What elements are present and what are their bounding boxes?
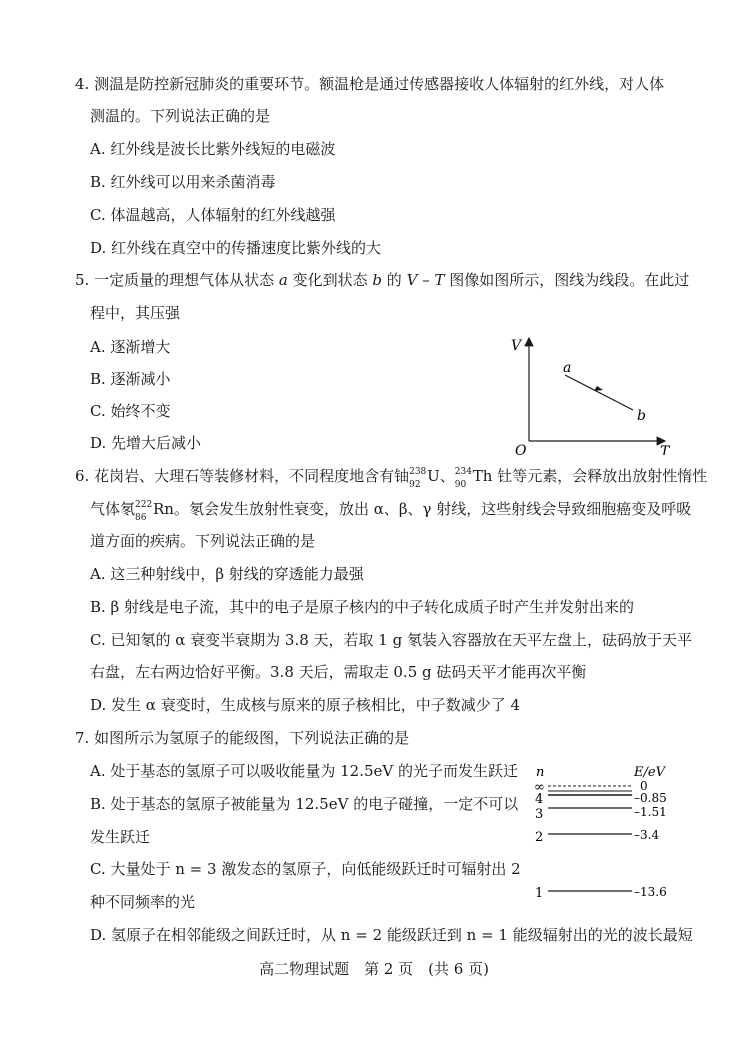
q7-option-d: D. 氢原子在相邻能级之间跃迁时，从 n = 2 能级跃迁到 n = 1 能级辐射出的光的波长最短 — [90, 926, 693, 944]
u-atomic-number: 92 — [409, 480, 421, 490]
level-energy-inf: 0 — [640, 779, 648, 793]
q5-state-a: a — [278, 271, 288, 289]
th-symbol: Th — [472, 467, 493, 485]
rn-symbol: Rn — [153, 500, 174, 518]
level-energy-3: –1.51 — [634, 805, 667, 819]
q4-option-d: D. 红外线在真空中的传播速度比紫外线的大 — [90, 239, 382, 257]
origin-label: O — [515, 443, 527, 455]
q4-stem-line2: 测温的。下列说法正确的是 — [90, 107, 271, 125]
q5-vt: V – T — [406, 271, 445, 289]
energy-header: E/eV — [634, 765, 665, 780]
ab-segment — [565, 375, 633, 410]
level-label-4: 4 — [535, 792, 544, 807]
u-mass-number: 238 — [409, 467, 427, 477]
q5-option-a: A. 逐渐增大 — [90, 338, 171, 356]
th-atomic-number: 90 — [454, 480, 467, 490]
q7-option-c-line1: C. 大量处于 n = 3 激发态的氢原子，向低能级跃迁时可辐射出 2 — [90, 860, 521, 878]
n-header: n — [536, 765, 545, 780]
th-nuclide-numbers — [454, 466, 473, 490]
u-nuclide-numbers — [409, 466, 427, 490]
q6-option-d: D. 发生 α 衰变时，生成核与原来的原子核相比，中子数减少了 4 — [90, 696, 521, 714]
rn-mass-number: 222 — [135, 500, 153, 510]
energy-level-diagram — [528, 760, 678, 905]
q6-stem-line1 — [75, 466, 708, 490]
q7-option-a: A. 处于基态的氢原子可以吸收能量为 12.5eV 的光子而发生跃迁 — [90, 762, 519, 780]
q7-option-c-line2: 种不同频率的光 — [90, 893, 196, 911]
q7-option-b-line2: 发生跃迁 — [90, 828, 151, 846]
level-energy-4: –0.85 — [634, 791, 667, 805]
q5-option-c: C. 始终不变 — [90, 402, 171, 420]
q5-stem-post: 图像如图所示，图线为线段。在此过 — [449, 271, 690, 289]
q6-option-b: B. β 射线是电子流，其中的电子是原子核内的中子转化成质子时产生并发射出来的 — [90, 598, 635, 616]
point-b-label: b — [637, 408, 646, 424]
v-axis-label: V — [511, 338, 522, 354]
q5-stem-mid2: 的 — [386, 271, 402, 289]
q6-option-c-line1: C. 已知氡的 α 衰变半衰期为 3.8 天，若取 1 g 氡装入容器放在天平左盘上，砝码放于天平 — [90, 631, 692, 649]
level-energy-1: –13.6 — [634, 885, 667, 899]
rn-atomic-number: 86 — [135, 513, 147, 523]
th-mass-number: 234 — [454, 467, 472, 477]
q4-option-b: B. 红外线可以用来杀菌消毒 — [90, 173, 276, 191]
vt-graph — [505, 330, 675, 455]
level-label-1: 1 — [535, 886, 544, 901]
u-symbol: U — [427, 467, 440, 485]
q7-stem: 7. 如图所示为氢原子的能级图，下列说法正确的是 — [75, 729, 410, 747]
q4-stem-line1: 4. 测温是防控新冠肺炎的重要环节。额温枪是通过传感器接收人体辐射的红外线，对人体 — [75, 75, 665, 93]
q6-stem2-post: 。氡会发生放射性衰变，放出 α、β、γ 射线，这些射线会导致细胞癌变及呼吸 — [173, 500, 692, 518]
q6-option-a: A. 这三种射线中，β 射线的穿透能力最强 — [90, 565, 364, 583]
point-a-label: a — [563, 360, 572, 376]
q7-option-b-line1: B. 处于基态的氢原子被能量为 12.5eV 的电子碰撞，一定不可以 — [90, 795, 519, 813]
q6-stem-line3: 道方面的疾病。下列说法正确的是 — [90, 532, 316, 550]
t-axis-label: T — [660, 444, 670, 455]
q6-stem-line2 — [90, 499, 692, 523]
q4-option-a: A. 红外线是波长比紫外线短的电磁波 — [90, 140, 336, 158]
rn-nuclide-numbers — [135, 499, 153, 523]
q4-option-c: C. 体温越高，人体辐射的红外线越强 — [90, 206, 336, 224]
q5-stem-line1 — [75, 270, 689, 290]
q6-option-c-line2: 右盘，左右两边恰好平衡。3.8 天后，需取走 0.5 g 砝码天平才能再次平衡 — [90, 663, 587, 681]
q6-stem1-pre: 6. 花岗岩、大理石等装修材料，不同程度地含有铀 — [75, 467, 410, 485]
level-energy-2: –3.4 — [634, 828, 660, 842]
q6-stem1-post: 钍等元素，会释放出放射性惰性 — [497, 467, 708, 485]
page-footer: 高二物理试题 第 2 页 (共 6 页) — [259, 960, 489, 978]
level-label-inf: ∞ — [534, 780, 545, 795]
q6-separator: 、 — [439, 467, 455, 485]
ab-direction-arrow — [594, 386, 603, 391]
q6-stem2-pre: 气体氡 — [90, 500, 136, 518]
q5-state-b: b — [372, 271, 383, 289]
q5-stem-pre: 5. 一定质量的理想气体从状态 — [75, 271, 275, 289]
level-label-3: 3 — [535, 807, 544, 822]
level-label-2: 2 — [535, 830, 544, 845]
q5-stem-line2: 程中，其压强 — [90, 304, 181, 322]
q5-stem-mid: 变化到状态 — [292, 271, 368, 289]
q5-option-d: D. 先增大后减小 — [90, 434, 202, 452]
q5-option-b: B. 逐渐减小 — [90, 370, 171, 388]
